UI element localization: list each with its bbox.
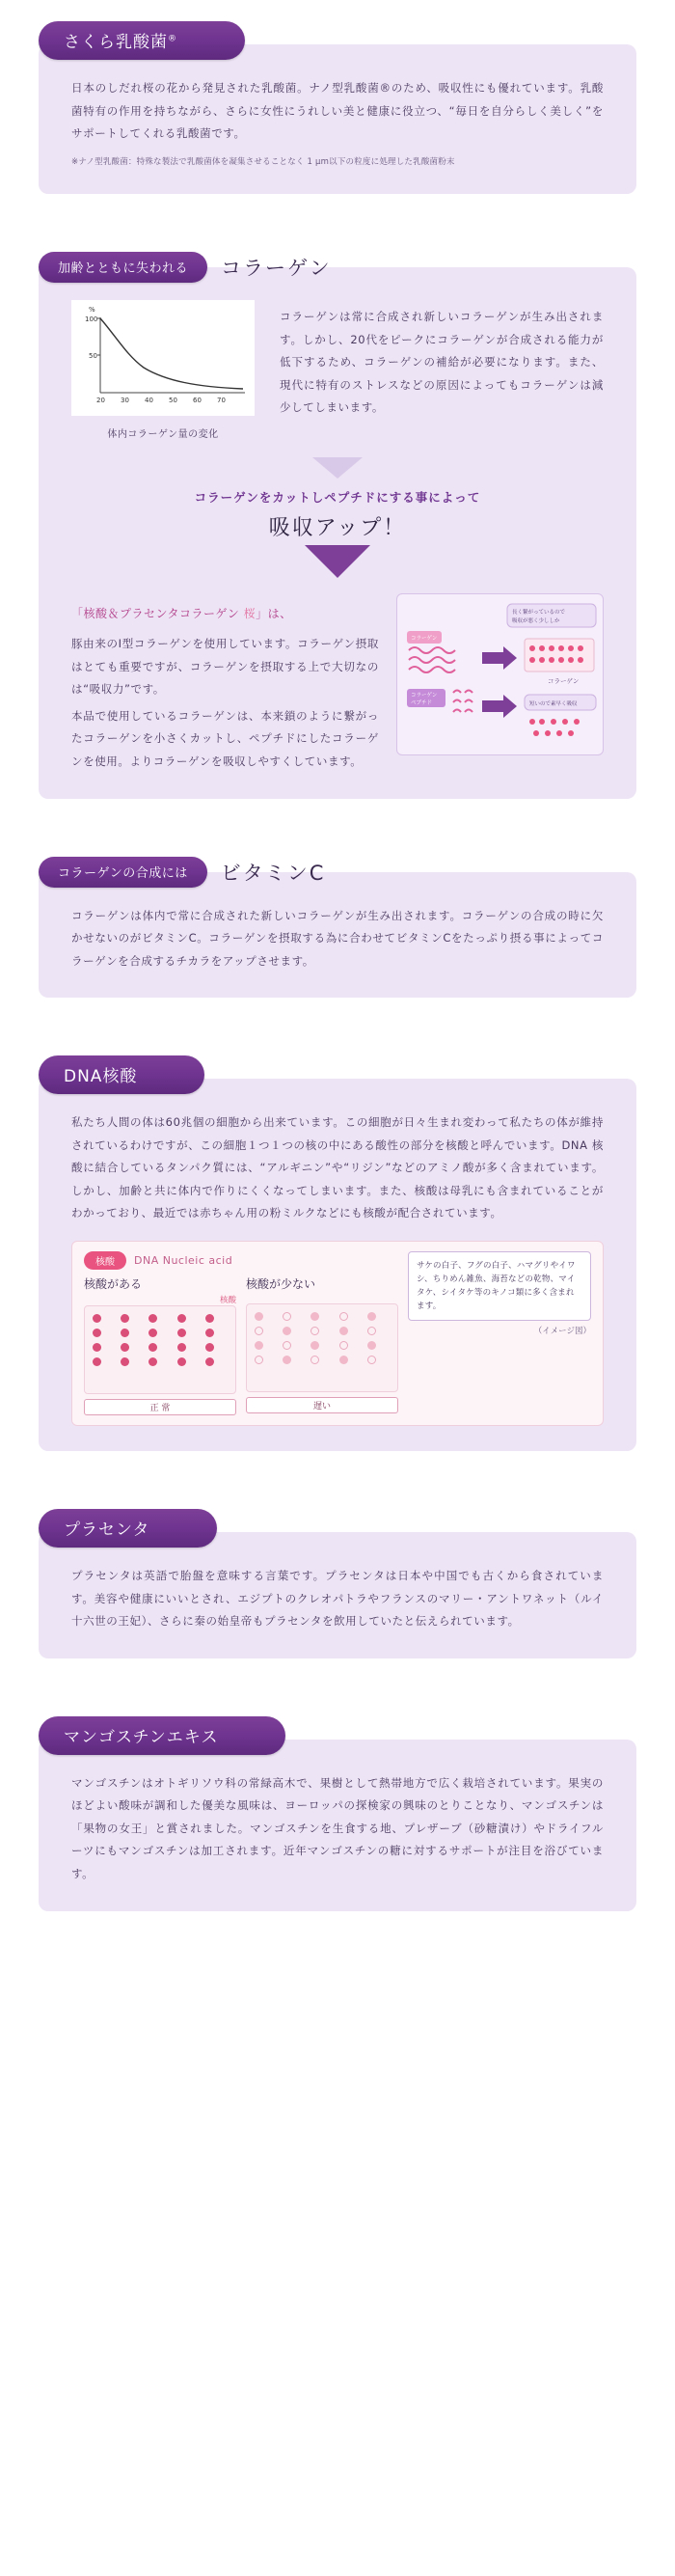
dna-figure-right xyxy=(408,1251,591,1336)
collagen-peptide-diagram-svg xyxy=(403,600,599,745)
dna-dot xyxy=(283,1327,291,1335)
dna-dot xyxy=(93,1329,101,1337)
dna-dot xyxy=(148,1314,157,1323)
dna-dot xyxy=(121,1314,129,1323)
dna-dot xyxy=(177,1343,186,1352)
dna-dot xyxy=(367,1312,376,1321)
svg-text:70: 70 xyxy=(217,397,226,405)
svg-text:20: 20 xyxy=(96,397,105,405)
dna-dot xyxy=(205,1343,214,1352)
dna-dot xyxy=(93,1343,101,1352)
section-dna-header: DNA核酸 xyxy=(39,1055,204,1094)
product-name: 核酸＆プラセンタコラーゲン xyxy=(83,607,244,621)
dna-dot xyxy=(177,1314,186,1323)
dna-column-low-spacer xyxy=(246,1294,398,1303)
section-sakura-header xyxy=(39,21,245,60)
dna-dot xyxy=(339,1341,348,1350)
svg-text:50: 50 xyxy=(89,352,97,361)
dna-cell-label-normal: 正 常 xyxy=(84,1399,236,1415)
dna-dot xyxy=(310,1341,319,1350)
dna-tag-badge: 核酸 xyxy=(84,1251,126,1270)
collagen-product-paragraph-2: 本品で使用しているコラーゲンは、本来鎖のように繋がったコラーゲンを小さくカットし、ペプチドにしたコラーゲンを使用。よりコラーゲンを吸収しやすくしています。 xyxy=(71,708,379,768)
dna-dot xyxy=(148,1329,157,1337)
dna-dot xyxy=(367,1341,376,1350)
section-placenta-paragraph: プラセンタは英語で胎盤を意味する言葉です。プラセンタは日本や中国でも古くから食されています。美容や健康にいいとされ、エジプトのクレオパトラやフランスのマリー・アントワネット（ルイ十六世の王妃）、さらに秦の始皇帝もプラセンタを飲用していたと伝えられています。 xyxy=(71,1569,604,1629)
dna-dot xyxy=(177,1357,186,1366)
dna-dot xyxy=(283,1312,291,1321)
dna-cell-label-low: 遅い xyxy=(246,1397,398,1413)
section-collagen-header-side: コラーゲン xyxy=(221,257,332,281)
dna-dot xyxy=(367,1356,376,1364)
product-name-line xyxy=(71,605,379,621)
section-placenta xyxy=(39,1509,636,1658)
dna-column-normal-title: 核酸がある xyxy=(84,1277,143,1291)
dna-dot xyxy=(310,1356,319,1364)
dna-figure xyxy=(71,1241,604,1426)
dna-dot xyxy=(205,1329,214,1337)
dna-dot xyxy=(121,1329,129,1337)
dna-dot xyxy=(121,1357,129,1366)
dna-dot xyxy=(310,1327,319,1335)
dna-dot xyxy=(121,1343,129,1352)
section-collagen-header: 加齢とともに失われる xyxy=(39,252,207,283)
svg-text:30: 30 xyxy=(121,397,129,405)
dna-figure-title-row xyxy=(84,1251,398,1270)
section-dna-paragraph: 私たち人間の体は60兆個の細胞から出来ています。この細胞が日々生まれ変わって私たちの体が維持されているわけですが、この細胞１つ１つの核の中にある酸性の部分を核酸と呼んでいます。DNA 核酸に結合しているタンパク質には、“アルギニン”や“リジン”などのアミノ酸が多く含まれています。しかし、加齢と共に体内で作りにくくなってしまいます。また、核酸は母乳にも含まれていることがわかっており、最近では赤ちゃん用の粉ミルクなどにも核酸が配合されています。 xyxy=(71,1115,604,1220)
svg-text:コラーゲン: コラーゲン xyxy=(411,693,438,699)
dna-column-normal-sub: 核酸 xyxy=(219,1296,236,1305)
svg-text:50: 50 xyxy=(169,397,177,405)
dna-dot xyxy=(339,1327,348,1335)
collagen-chart-caption: 体内コラーゲン量の変化 xyxy=(107,429,219,441)
collagen-product-text xyxy=(71,593,379,773)
dna-dot-grid-low xyxy=(246,1303,398,1392)
section-collagen xyxy=(39,252,636,798)
section-sakura-paragraph: 日本のしだれ桜の花から発見された乳酸菌。ナノ型乳酸菌®のため、吸収性にも優れています。乳酸菌特有の作用を持ちながら、さらに女性にうれしい美と健康に役立つ、“毎日を自分らしく美しく”をサポートしてくれる乳酸菌です。 xyxy=(71,81,604,141)
product-lead-close: 」は、 xyxy=(256,607,292,621)
svg-text:短いので素早く吸収: 短いので素早く吸収 xyxy=(529,701,578,708)
section-vitaminc xyxy=(39,857,636,999)
section-vitaminc-paragraph: コラーゲンは体内で常に合成された新しいコラーゲンが生み出されます。コラーゲンの合成の時に欠かせないのがビタミンC。コラーゲンを摂取する為に合わせてビタミンCをたっぷり摂る事によってコラーゲンを合成するチカラをアップさせます。 xyxy=(71,908,604,968)
down-arrow-icon xyxy=(312,457,363,479)
section-placenta-header: プラセンタ xyxy=(39,1509,217,1548)
dna-dot xyxy=(283,1356,291,1364)
svg-text:60: 60 xyxy=(193,397,202,405)
dna-food-note: サケの白子、フグの白子、ハマグリやイワシ、ちりめん雑魚、海苔などの乾物、マイタケ、シイタケ等のキノコ類に多く含まれます。 xyxy=(408,1251,591,1321)
section-mangosteen-body xyxy=(39,1740,636,1911)
svg-text:ペプチド: ペプチド xyxy=(411,700,433,707)
dna-dot xyxy=(93,1314,101,1323)
collagen-cut-line: コラーゲンをカットしペプチドにする事によって xyxy=(194,490,481,506)
collagen-chart-wrap xyxy=(71,300,255,440)
section-mangosteen-paragraph: マンゴスチンはオトギリソウ科の常緑高木で、果樹として熱帯地方で広く栽培されています。果実のほどよい酸味が調和した優美な風味は、ヨーロッパの探検家の興味のとりことなり、マンゴスチンは「果物の女王」と賞されました。マンゴスチンを生食する地、プレザーブ（砂糖漬け）やドライフルーツにもマンゴスチンは加工されます。近年マンゴスチンの糖に対するサポートが注目を浴びています。 xyxy=(71,1775,604,1880)
svg-text:40: 40 xyxy=(145,397,153,405)
collagen-product-paragraph-1: 豚由来のⅠ型コラーゲンを使用しています。コラーゲン摂取はとても重要ですが、コラーゲンを摂取する上で大切なのは“吸収力”です。 xyxy=(71,637,379,697)
dna-dot xyxy=(255,1312,263,1321)
dna-dot xyxy=(283,1341,291,1350)
section-collagen-body xyxy=(39,267,636,798)
dna-dot xyxy=(255,1327,263,1335)
section-sakura-title: さくら乳酸菌 xyxy=(64,33,168,52)
dna-dot xyxy=(367,1327,376,1335)
dna-dot xyxy=(177,1329,186,1337)
section-vitaminc-header-row xyxy=(39,857,636,888)
section-vitaminc-header-side: ビタミンC xyxy=(220,861,326,885)
dna-dot xyxy=(205,1357,214,1366)
dna-dots-low xyxy=(255,1312,390,1364)
dna-english-title: DNA Nucleic acid xyxy=(134,1254,233,1267)
dna-dot xyxy=(93,1357,101,1366)
collagen-peptide-diagram xyxy=(396,593,604,755)
svg-text:長く繋がっているので: 長く繋がっているので xyxy=(512,610,566,617)
page-root xyxy=(0,21,675,2576)
dna-dot xyxy=(205,1314,214,1323)
dna-dot xyxy=(255,1356,263,1364)
registered-mark: ® xyxy=(168,34,177,44)
dna-dot xyxy=(148,1343,157,1352)
dna-column-normal xyxy=(84,1275,236,1415)
collagen-absorb-line: 吸収アップ！ xyxy=(268,516,407,541)
collagen-paragraph: コラーゲンは常に合成され新しいコラーゲンが生み出されます。しかし、20代をピークにコラーゲンが合成される能力が低下するため、コラーゲンの補給が必要になります。また、現代に特有のストレスなどの原因によってもコラーゲンは減少してしまいます。 xyxy=(280,310,604,415)
svg-text:%: % xyxy=(89,306,95,315)
collagen-top-row xyxy=(71,300,604,440)
section-collagen-header-row xyxy=(39,252,636,283)
dna-image-note: （イメージ図） xyxy=(533,1327,591,1337)
svg-text:コラーゲン: コラーゲン xyxy=(548,677,580,686)
section-mangosteen-header: マンゴスチンエキス xyxy=(39,1716,285,1755)
section-mangosteen xyxy=(39,1716,636,1911)
svg-text:吸収が悪く少ししか: 吸収が悪く少ししか xyxy=(512,618,560,625)
section-placenta-body xyxy=(39,1532,636,1658)
big-down-arrow-icon xyxy=(305,545,370,578)
section-dna-body xyxy=(39,1079,636,1451)
section-sakura-body xyxy=(39,44,636,194)
dna-columns xyxy=(84,1275,398,1415)
product-name-sakura: 桜 xyxy=(243,607,256,621)
dna-dot xyxy=(148,1357,157,1366)
dna-dots-normal xyxy=(93,1314,228,1366)
dna-dot-grid-normal xyxy=(84,1305,236,1394)
collagen-decline-chart xyxy=(71,300,255,416)
dna-figure-left xyxy=(84,1251,398,1415)
section-vitaminc-header: コラーゲンの合成には xyxy=(39,857,207,888)
collagen-text-block xyxy=(280,300,604,420)
dna-column-low-title: 核酸が少ない xyxy=(246,1277,316,1291)
section-vitaminc-body xyxy=(39,872,636,999)
svg-text:100: 100 xyxy=(85,315,98,324)
collagen-product-row xyxy=(71,593,604,773)
section-sakura-note: ※ナノ型乳酸菌：特殊な製法で乳酸菌体を凝集させることなく 1 μm以下の粒度に処理した乳酸菌粉末 xyxy=(71,156,455,167)
svg-text:コラーゲン: コラーゲン xyxy=(411,636,438,643)
dna-column-low xyxy=(246,1275,398,1415)
dna-dot xyxy=(339,1356,348,1364)
dna-dot xyxy=(339,1312,348,1321)
section-sakura xyxy=(39,21,636,194)
section-dna xyxy=(39,1055,636,1451)
dna-dot xyxy=(255,1341,263,1350)
dna-dot xyxy=(310,1312,319,1321)
product-lead-open: 「 xyxy=(71,607,84,621)
